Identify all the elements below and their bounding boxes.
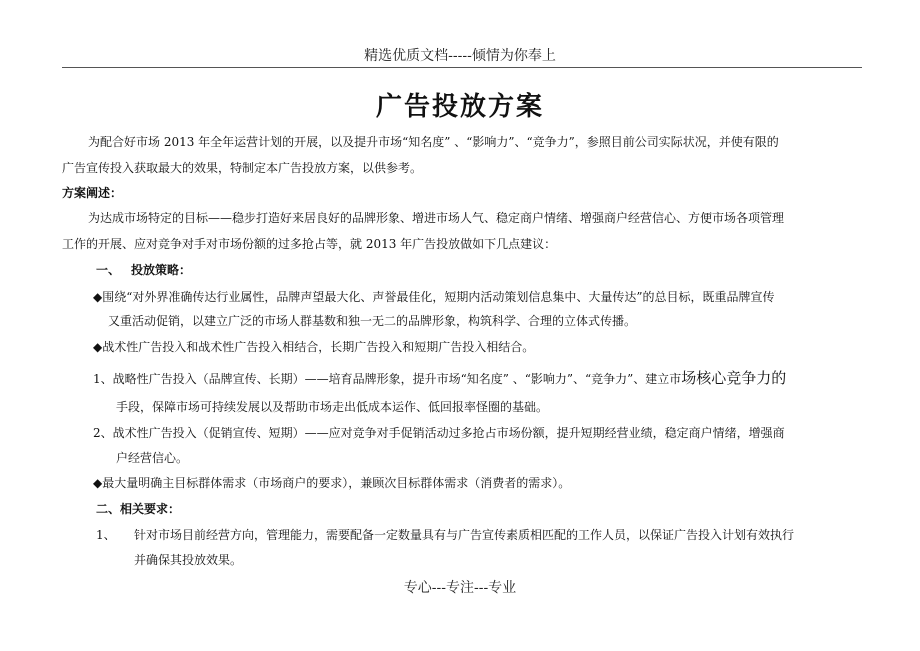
strategy-point-2-line-1: 2、战术性广告投入（促销宣传、短期）——应对竞争对手促销活动过多抢占市场份额，提升短期经营业绩，稳定商户情绪，增强商 [93,426,785,440]
desc-line-1: 为达成市场特定的目标——稳步打造好来居良好的品牌形象、增进市场人气、稳定商户情绪、增强商户经营信心、方便市场各项管理 [88,211,785,225]
header-divider [62,67,862,68]
strategy-bullet-1-line-2: 又重活动促销，以建立广泛的市场人群基数和独一无二的品牌形象，构筑科学、合理的立体式传播。 [108,314,637,328]
requirement-1-line-2: 并确保其投放效果。 [134,553,243,567]
strategy-point-2-line-2: 户经营信心。 [116,451,189,465]
strategy-point-1-line-1 [93,370,786,387]
page-header: 精选优质文档-----倾情为你奉上 [364,48,556,64]
strategy-point-1-emphasis: 场核心竞争力的 [681,369,787,387]
strategy-heading: 投放策略： [131,263,192,277]
document-title: 广告投放方案 [375,92,544,122]
intro-line-1: 为配合好市场 2013 年全年运营计划的开展，以及提升市场“知名度” 、“影响力”、“竞争力”，参照目前公司实际状况，并使有限的 [88,135,779,149]
requirement-1-line-1: 针对市场目前经营方向，管理能力，需要配备一定数量具有与广告宣传素质相匹配的工作人员，以保证广告投入计划有效执行 [134,528,795,542]
page-footer: 专心---专注---专业 [403,580,517,596]
strategy-bullet-3: ◆最大量明确主目标群体需求（市场商户的要求），兼顾次目标群体需求（消费者的需求）。 [93,476,571,490]
desc-line-2: 工作的开展、应对竞争对手对市场份额的过多抢占等，就 2013 年广告投放做如下几点建议： [62,237,557,251]
strategy-heading-number: 一、 [96,263,121,277]
strategy-bullet-2: ◆战术性广告投入和战术性广告投入相结合，长期广告投入和短期广告投入相结合。 [93,340,535,354]
intro-line-2: 广告宣传投入获取最大的效果，特制定本广告投放方案，以供参考。 [62,161,423,175]
strategy-point-1-line-2: 手段，保障市场可持续发展以及帮助市场走出低成本运作、低回报率怪圈的基础。 [116,400,549,414]
requirements-heading: 二、相关要求： [96,502,181,516]
strategy-point-1-text: 1、战略性广告投入（品牌宣传、长期）——培育品牌形象，提升市场“知名度” 、“影响力”、“竞争力”、建立市 [93,372,682,386]
strategy-bullet-1-line-1: ◆围绕“对外界准确传达行业属性，品牌声望最大化、声誉最佳化，短期内活动策划信息集中、大量传达”的总目标，既重品牌宣传 [93,290,775,304]
requirement-1-number: 1、 [96,528,116,542]
section-heading-desc: 方案阐述： [62,186,123,200]
